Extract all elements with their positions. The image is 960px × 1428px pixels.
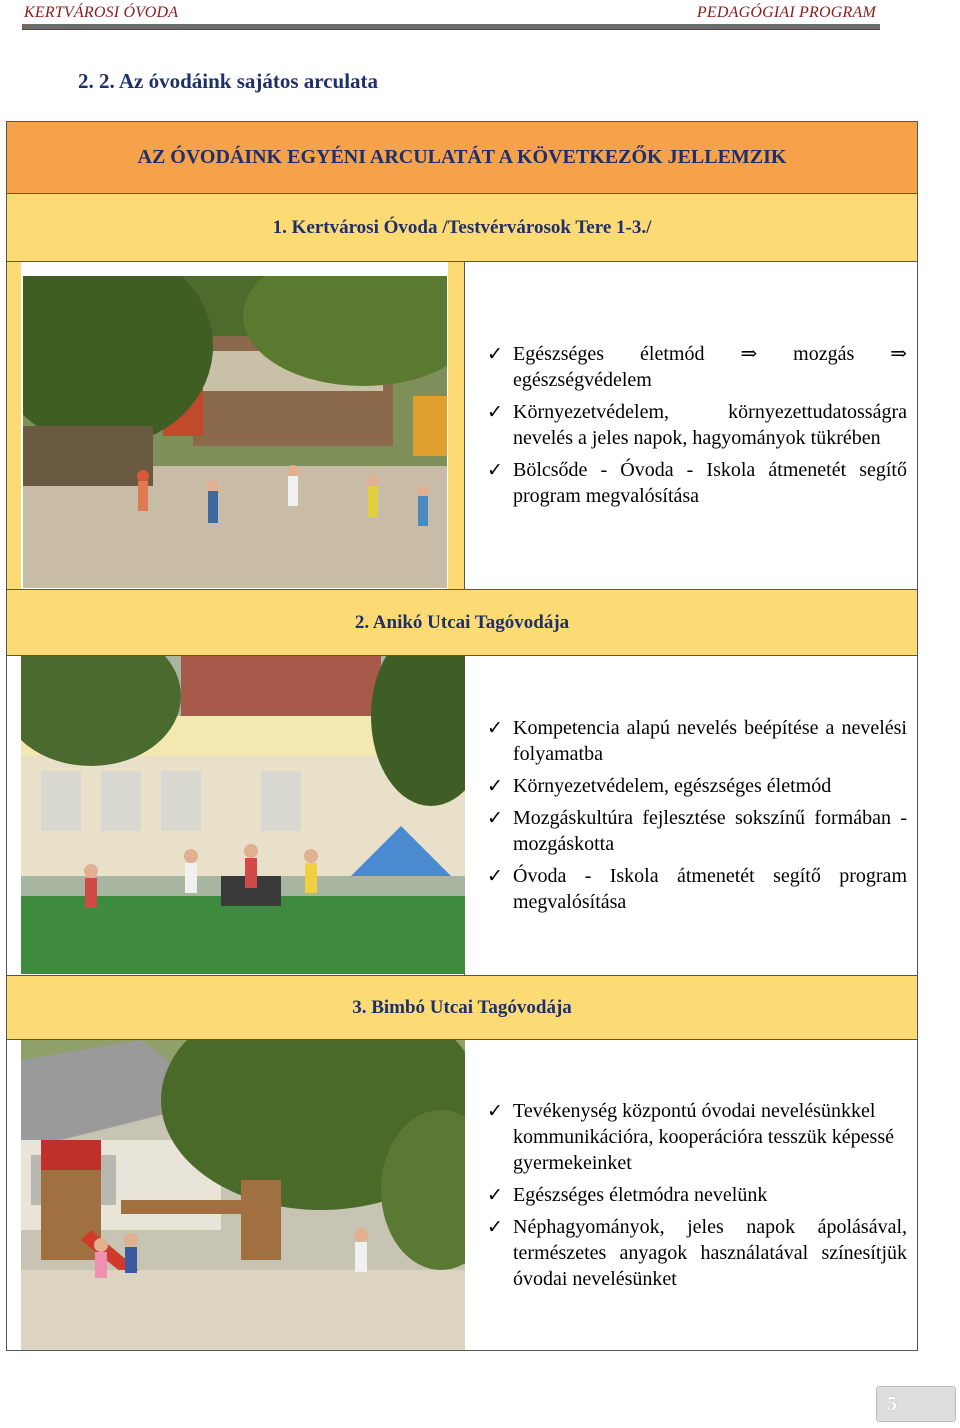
list-item <box>479 773 907 799</box>
table-heading: AZ ÓVODÁINK EGYÉNI ARCULATÁT A KÖVETKEZŐK JELLEMZIK <box>7 122 917 194</box>
section-1-photo-cell <box>7 262 465 589</box>
header-right-text: PEDAGÓGIAI PROGRAM <box>696 4 876 21</box>
bullet-text: Mozgáskultúra fejlesztése sokszínű formában - mozgáskotta <box>513 807 907 855</box>
section-3-row <box>7 1040 917 1350</box>
section-1-text-cell <box>467 262 917 589</box>
bullet-text: Egészséges életmódra nevelünk <box>513 1183 768 1206</box>
list-item <box>479 457 907 509</box>
section-2-row <box>7 656 917 976</box>
list-item <box>479 1182 907 1208</box>
list-item <box>479 1214 907 1292</box>
bullet-text: Óvoda - Iskola átmenetét segítő program megvalósítása <box>513 865 907 913</box>
section-3-title: 3. Bimbó Utcai Tagóvodája <box>7 976 917 1040</box>
bimbo-playground-photo <box>21 1040 465 1350</box>
section-3-photo-cell <box>7 1040 465 1350</box>
bullet-text: Környezetvédelem, környezettudatosságra nevelés a jeles napok, hagyományok tükrében <box>513 401 907 449</box>
list-item <box>479 341 907 393</box>
section-title: 2. 2. Az óvodáink sajátos arculata <box>78 69 379 93</box>
list-item <box>479 863 907 915</box>
page-number-badge <box>876 1386 956 1422</box>
list-item <box>479 715 907 767</box>
list-item <box>479 1098 907 1176</box>
photo-strip <box>7 262 21 589</box>
section-1-row <box>7 262 917 590</box>
check-icon: ✓ <box>487 776 503 797</box>
kertvarosi-playground-photo <box>23 276 447 588</box>
list-item <box>479 399 907 451</box>
aniko-playground-photo <box>21 656 465 974</box>
profiles-table <box>6 121 918 1351</box>
section-1-title: 1. Kertvárosi Óvoda /Testvérvárosok Tere 1-3./ <box>7 194 917 262</box>
bullet-text: Tevékenység központú óvodai nevelésünkkel kommunikációra, kooperációra tesszük képessé gyermekeinket <box>513 1099 894 1174</box>
header-left-text: KERTVÁROSI ÓVODA <box>24 4 179 21</box>
bullet-text: Bölcsőde - Óvoda - Iskola átmenetét segítő program megvalósítása <box>513 459 907 507</box>
bullet-text: Kompetencia alapú nevelés beépítése a nevelési folyamatba <box>513 717 907 765</box>
list-item <box>479 805 907 857</box>
check-icon: ✓ <box>487 1216 503 1238</box>
page-header <box>22 0 880 30</box>
section-3-text-cell <box>467 1040 917 1350</box>
bullet-text: Egészséges életmód ⇒ mozgás ⇒ egészségvédelem <box>513 343 907 391</box>
check-icon: ✓ <box>487 866 503 887</box>
check-icon: ✓ <box>487 344 503 365</box>
bullet-text: Környezetvédelem, egészséges életmód <box>513 775 832 797</box>
section-2-photo-cell <box>7 656 465 975</box>
page-number: 5 <box>887 1393 897 1415</box>
check-icon: ✓ <box>487 808 503 829</box>
section-2-text-cell <box>467 656 917 975</box>
check-icon: ✓ <box>487 460 503 481</box>
section-2-title: 2. Anikó Utcai Tagóvodája <box>7 590 917 656</box>
photo-strip <box>448 262 464 589</box>
check-icon: ✓ <box>487 718 503 739</box>
check-icon: ✓ <box>487 402 503 423</box>
check-icon: ✓ <box>487 1100 503 1122</box>
header-rule <box>22 24 880 30</box>
bullet-text: Néphagyományok, jeles napok ápolásával, természetes anyagok használatával színesítjük óvodai nevelésünket <box>513 1215 907 1290</box>
check-icon: ✓ <box>487 1184 503 1206</box>
